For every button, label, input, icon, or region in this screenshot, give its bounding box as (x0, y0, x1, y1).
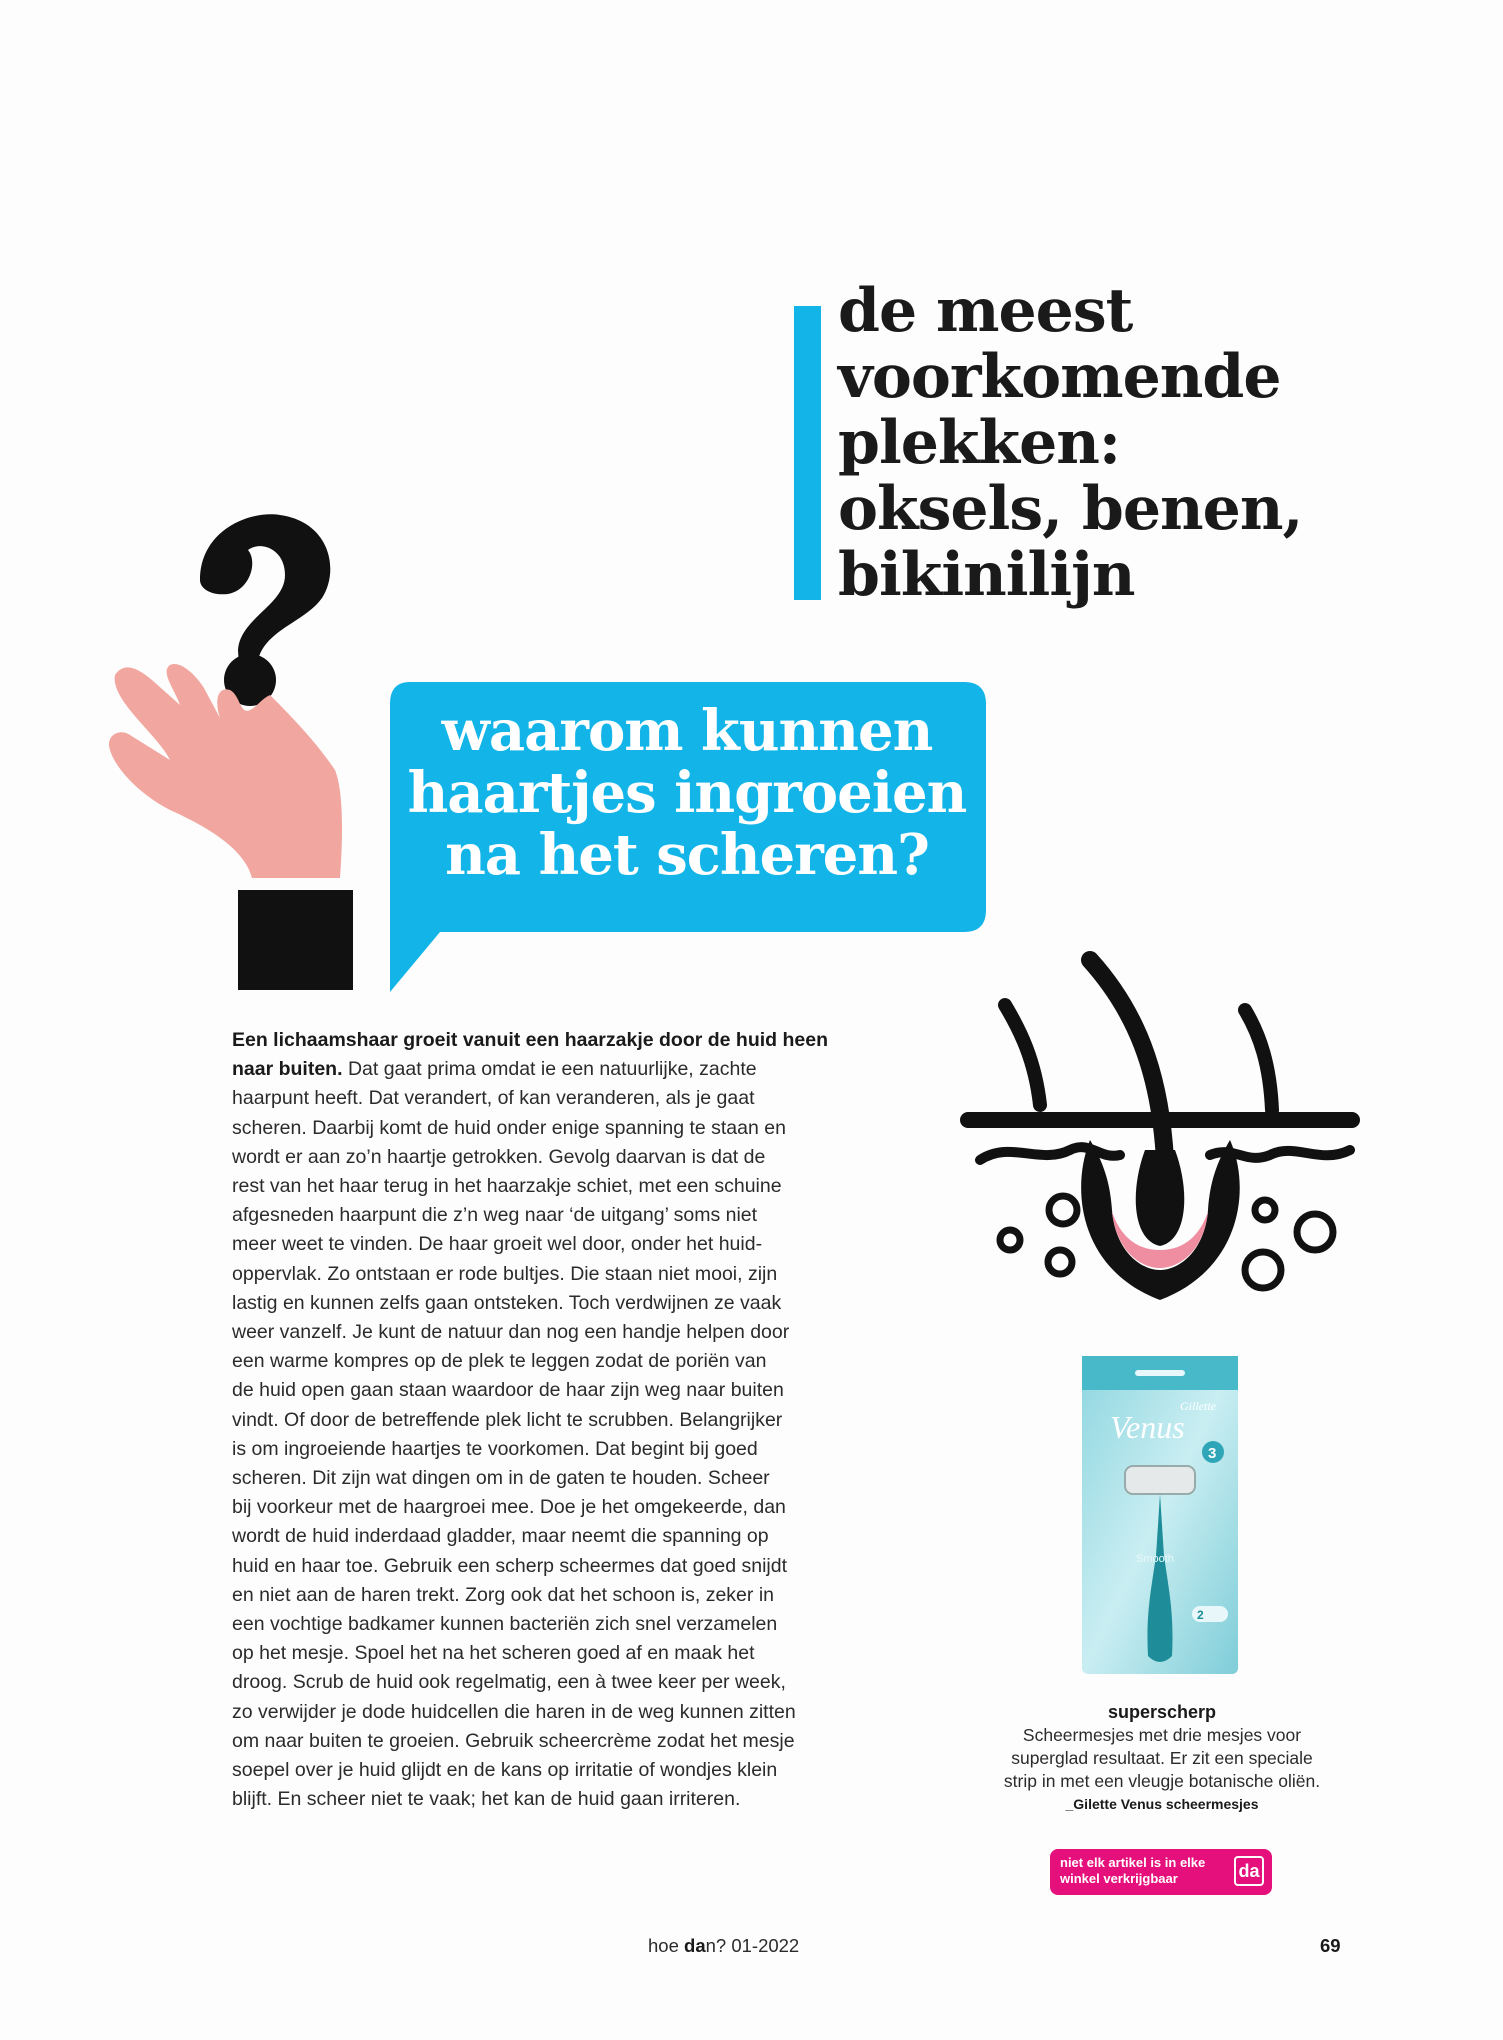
hand-icon (109, 664, 342, 878)
article-line: en niet aan de haren trekt. Zorg ook dat het schoon is, zeker in (232, 1583, 774, 1606)
availability-badge (1050, 1849, 1272, 1895)
product-description-line: Scheermesjes met drie mesjes voor (1022, 1725, 1302, 1745)
article-line: weer vanzelf. Je kunt de natuur dan nog een handje helpen door (232, 1321, 790, 1344)
da-logo: da (1234, 1856, 1264, 1886)
hair-strand-center (1090, 960, 1165, 1160)
article-line: de huid open gaan staan waardoor de haar zijn weg naar buiten (232, 1379, 784, 1402)
pull-quote-line: oksels, benen, (838, 474, 1303, 544)
article-lead-end: naar buiten. (232, 1058, 343, 1081)
article-body (232, 1026, 852, 1814)
article-line: afgesneden haarpunt die z’n weg naar ‘de uitgang’ soms niet (232, 1204, 758, 1227)
footer-prefix: hoe (648, 1935, 685, 1956)
badge-text-line: niet elk artikel is in elke (1060, 1855, 1206, 1870)
badge-text-line: winkel verkrijgbaar (1060, 1871, 1178, 1886)
article-line: wordt er aan zo’n haartje getrokken. Gevolg daarvan is dat de (232, 1145, 766, 1168)
article-lead: Een lichaamshaar groeit vanuit een haarzakje door de huid heen (232, 1029, 829, 1051)
product-name: superscherp (1107, 1702, 1217, 1722)
article-line: scheren. Daarbij komt de huid onder enige spanning te staan en (232, 1116, 786, 1139)
package-brand: Venus (1110, 1409, 1185, 1445)
pull-quote (838, 278, 1438, 608)
product-caption (980, 1700, 1344, 1815)
article-line: vindt. Of door de betreffende plek licht te scrubben. Belangrijker (232, 1408, 783, 1431)
article-line: zo verwijder je dode huidcellen die haren in de weg kunnen zitten (232, 1700, 796, 1723)
article-line: oppervlak. Zo ontstaan er rode bultjes. Die staan niet mooi, zijn (232, 1262, 778, 1285)
hang-hole (1135, 1370, 1185, 1376)
article-line: een warme kompres op de plek te leggen zodat de poriën van (232, 1350, 767, 1373)
product-description-line: strip in met een vleugje botanische oliën. (1003, 1771, 1321, 1791)
article-line: een vochtige badkamer kunnen bacteriën zich snel verzamelen (232, 1613, 778, 1636)
hair-strand-left (1005, 1005, 1040, 1105)
hand-question-mark-illustration (100, 510, 360, 1000)
article-line: meer weet te vinden. De haar groeit wel door, onder het huid- (232, 1233, 763, 1256)
skin-cell-circle (1048, 1250, 1072, 1274)
article-line-text: Dat gaat prima omdat ie een natuurlijke, zachte (342, 1058, 757, 1081)
magazine-footer (648, 1935, 799, 1957)
package-variant: Smooth (1136, 1553, 1174, 1565)
article-line: lastig en kunnen zelfs gaan ontsteken. Toch verdwijnen ze vaak (232, 1291, 782, 1314)
blade-count: 3 (1208, 1445, 1217, 1462)
cartridge-count: 2 (1197, 1608, 1204, 1622)
sleeve-cuff (238, 890, 353, 990)
article-line: haarpunt heeft. Dat verandert, of kan veranderen, als je gaat (232, 1087, 755, 1110)
pull-quote-line: bikinilijn (838, 540, 1135, 610)
pull-quote-line: plekken: (838, 408, 1121, 478)
article-line: wordt de huid inderdaad gladder, maar neemt die spanning op (232, 1525, 769, 1548)
footer-brand: da (684, 1935, 706, 1956)
article-title (400, 700, 974, 886)
article-line: rest van het haar terug in het haarzakje schiet, met een schuine (232, 1175, 782, 1198)
pull-quote-line: de meest (838, 276, 1133, 346)
quote-accent-bar (794, 306, 821, 600)
product-image-razor (1080, 1356, 1260, 1696)
page-number: 69 (1320, 1935, 1341, 1956)
article-line: scheren. Dit zijn wat dingen om in de gaten te houden. Scheer (232, 1467, 770, 1490)
hair-strand-right (1245, 1010, 1272, 1110)
article-title-line: na het scheren? (445, 822, 929, 888)
hair-follicle-illustration (960, 950, 1360, 1310)
article-line: blijft. En scheer niet te vaak; het kan de huid gaan irriteren. (232, 1788, 741, 1811)
skin-cell-circle (1255, 1200, 1275, 1220)
article-title-line: haartjes ingroeien (407, 760, 967, 826)
article-line (232, 1055, 852, 1084)
footer-issue: n? 01-2022 (705, 1935, 800, 1956)
product-description-line: superglad resultaat. Er zit een speciale (1011, 1748, 1313, 1768)
skin-cell-circle (1049, 1196, 1077, 1224)
skin-cell-circle (1297, 1214, 1333, 1250)
question-mark-icon (200, 514, 330, 706)
article-line: is om ingroeiende haartjes te voorkomen. Dat begint bij goed (232, 1437, 758, 1460)
skin-cell-circle (1245, 1252, 1281, 1288)
article-title-line: waarom kunnen (441, 698, 933, 764)
article-line: op het mesje. Spoel het na het scheren goed af en maak het (232, 1642, 755, 1665)
skin-cell-circle (1000, 1230, 1020, 1250)
razor-head (1125, 1466, 1195, 1494)
article-line: bij voorkeur met de haargroei mee. Doe je het omgekeerde, dan (232, 1496, 786, 1519)
product-source: _Gilette Venus scheermesjes (1065, 1796, 1259, 1812)
article-line: huid en haar toe. Gebruik een scherp scheermes dat goed snijdt (232, 1554, 788, 1577)
article-line: om naar buiten te groeien. Gebruik scheercrème zodat het mesje (232, 1729, 795, 1752)
hair-bulb (1136, 1150, 1185, 1246)
package-brand-small: Gillette (1180, 1399, 1216, 1413)
article-line: soepel over je huid glijdt en de kans op irritatie of wondjes klein (232, 1759, 778, 1782)
pull-quote-line: voorkomende (838, 342, 1281, 412)
article-line: droog. Scrub de huid ook regelmatig, een à twee keer per week, (232, 1671, 786, 1694)
